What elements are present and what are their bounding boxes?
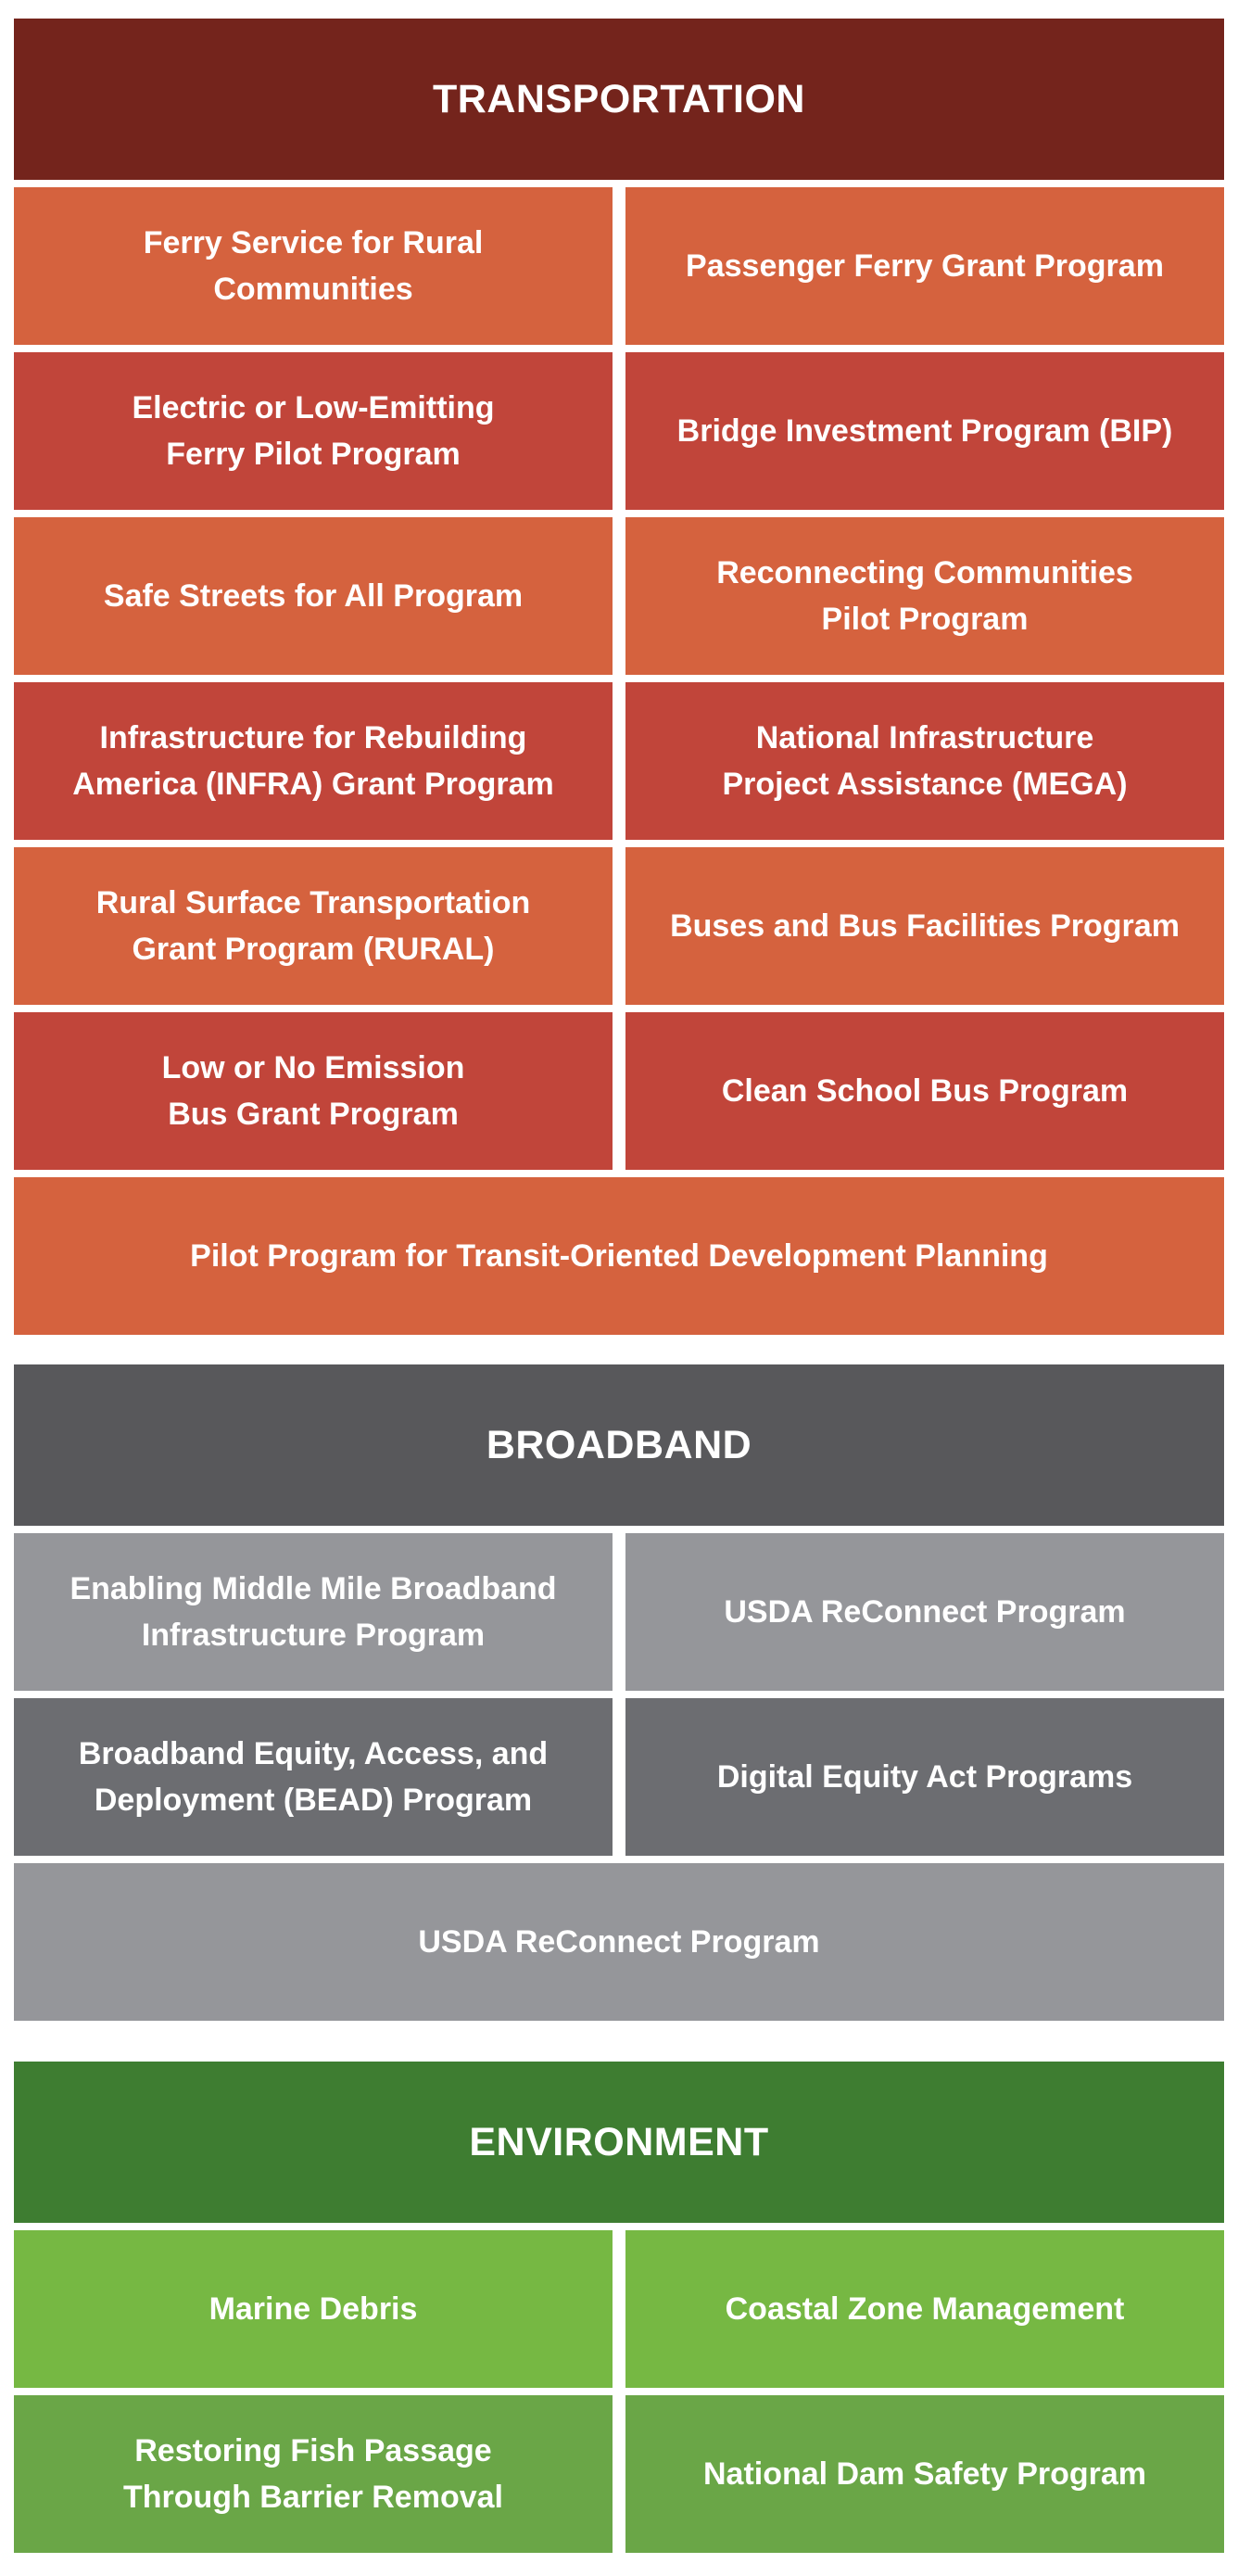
broadband-item: Broadband Equity, Access, and Deployment (BEAD) Program bbox=[14, 1698, 613, 1856]
environment-item: Marine Debris bbox=[14, 2230, 613, 2388]
environment-grid bbox=[14, 2230, 1224, 2553]
broadband-grid bbox=[14, 1533, 1224, 2021]
transportation-item: National Infrastructure Project Assistance (MEGA) bbox=[625, 682, 1224, 840]
transportation-item: Electric or Low-Emitting Ferry Pilot Program bbox=[14, 352, 613, 510]
transportation-item: Low or No Emission Bus Grant Program bbox=[14, 1012, 613, 1170]
transportation-item: Infrastructure for Rebuilding America (INFRA) Grant Program bbox=[14, 682, 613, 840]
transportation-item: Safe Streets for All Program bbox=[14, 517, 613, 675]
transportation-item: Rural Surface Transportation Grant Program (RURAL) bbox=[14, 847, 613, 1005]
environment-header bbox=[14, 2062, 1224, 2223]
transportation-item: Ferry Service for Rural Communities bbox=[14, 187, 613, 345]
environment-title: ENVIRONMENT bbox=[469, 2119, 769, 2164]
broadband-item: USDA ReConnect Program bbox=[625, 1533, 1224, 1691]
transportation-item: Clean School Bus Program bbox=[625, 1012, 1224, 1170]
programs-diagram bbox=[14, 19, 1224, 2553]
broadband-item: Digital Equity Act Programs bbox=[625, 1698, 1224, 1856]
transportation-section bbox=[14, 19, 1224, 1335]
broadband-section bbox=[14, 1364, 1224, 2021]
transportation-item: Passenger Ferry Grant Program bbox=[625, 187, 1224, 345]
broadband-header bbox=[14, 1364, 1224, 1526]
transportation-item: Pilot Program for Transit-Oriented Development Planning bbox=[14, 1177, 1224, 1335]
transportation-item: Bridge Investment Program (BIP) bbox=[625, 352, 1224, 510]
transportation-grid bbox=[14, 187, 1224, 1335]
broadband-title: BROADBAND bbox=[486, 1422, 752, 1467]
environment-item: Coastal Zone Management bbox=[625, 2230, 1224, 2388]
environment-section bbox=[14, 2062, 1224, 2553]
environment-item: Restoring Fish Passage Through Barrier Removal bbox=[14, 2395, 613, 2553]
transportation-item: Reconnecting Communities Pilot Program bbox=[625, 517, 1224, 675]
broadband-item: USDA ReConnect Program bbox=[14, 1863, 1224, 2021]
transportation-title: TRANSPORTATION bbox=[433, 76, 805, 121]
environment-item: National Dam Safety Program bbox=[625, 2395, 1224, 2553]
transportation-item: Buses and Bus Facilities Program bbox=[625, 847, 1224, 1005]
broadband-item: Enabling Middle Mile Broadband Infrastructure Program bbox=[14, 1533, 613, 1691]
transportation-header bbox=[14, 19, 1224, 180]
